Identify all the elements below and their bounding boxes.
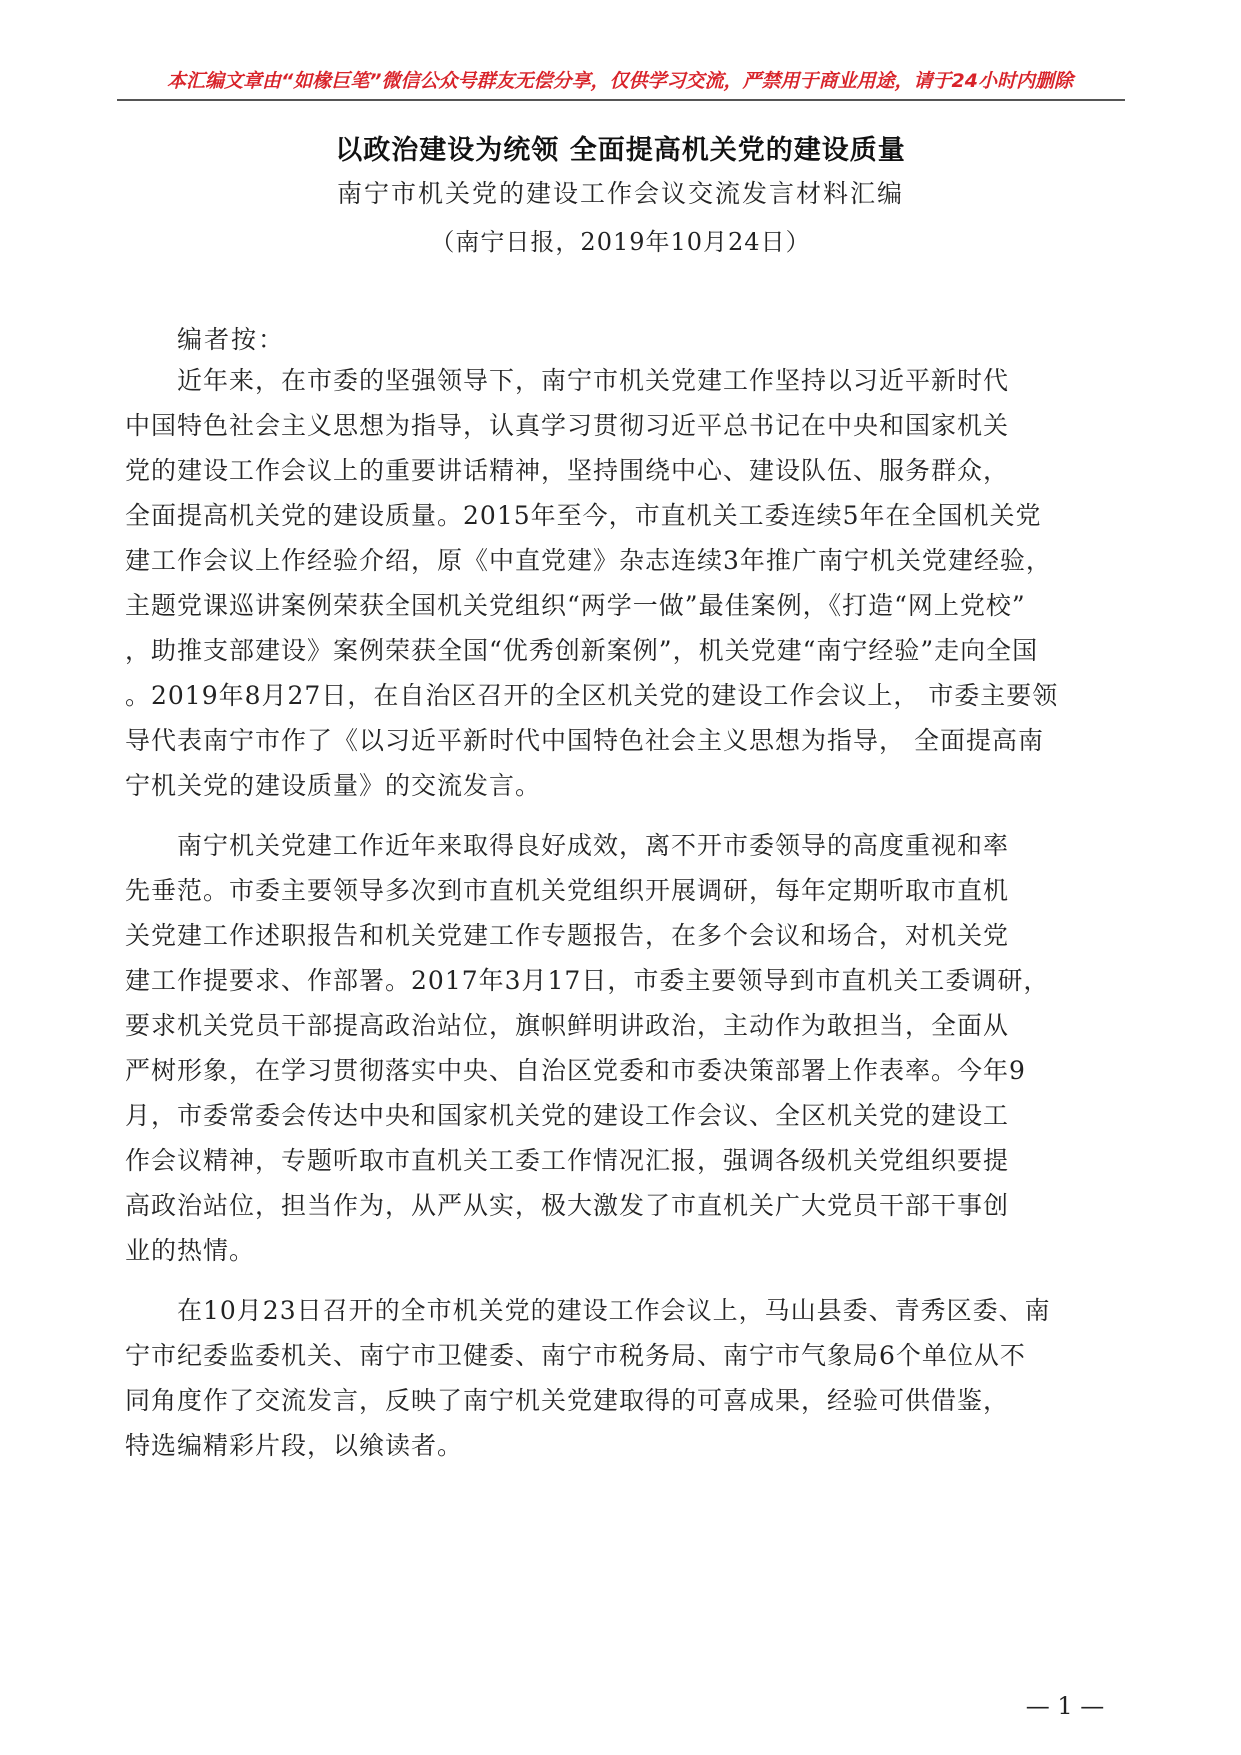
body-line: 要求机关党员干部提高政治站位，旗帜鲜明讲政治，主动作为敢担当，全面从 — [125, 1011, 1010, 1040]
body-line: 宁机关党的建设质量》的交流发言。 — [125, 771, 542, 800]
body-line: 严树形象，在学习贯彻落实中央、自治区党委和市委决策部署上作表率。今年9 — [125, 1056, 1026, 1085]
body-line: 党的建设工作会议上的重要讲话精神，坚持围绕中心、建设队伍、服务群众， — [125, 456, 1010, 485]
body-line: 月，市委常委会传达中央和国家机关党的建设工作会议、全区机关党的建设工 — [125, 1101, 1010, 1130]
editor-note-label: 编者按： — [177, 325, 286, 354]
body-line: 业的热情。 — [125, 1236, 256, 1265]
body-line: 同角度作了交流发言，反映了南宁机关党建取得的可喜成果，经验可供借鉴， — [125, 1386, 1010, 1415]
body-line: 特选编精彩片段，以飨读者。 — [125, 1431, 464, 1460]
copyright-banner: 本汇编文章由“如椽巨笔”微信公众号群友无偿分享，仅供学习交流，严禁用于商业用途，请于24小时内删除 — [167, 70, 1073, 92]
banner-divider — [117, 99, 1125, 101]
body-line: 在10月23日召开的全市机关党的建设工作会议上，马山县委、青秀区委、南 — [177, 1296, 1051, 1325]
body-line: 宁市纪委监委机关、南宁市卫健委、南宁市税务局、南宁市气象局6个单位从不 — [125, 1341, 1026, 1370]
body-line: 导代表南宁市作了《以习近平新时代中国特色社会主义思想为指导， 全面提高南 — [125, 726, 1044, 755]
document-source: （南宁日报，2019年10月24日） — [430, 228, 811, 256]
body-line: 全面提高机关党的建设质量。2015年至今，市直机关工委连续5年在全国机关党 — [125, 501, 1042, 530]
body-line: 先垂范。市委主要领导多次到市直机关党组织开展调研，每年定期听取市直机 — [125, 876, 1010, 905]
body-line: 中国特色社会主义思想为指导，认真学习贯彻习近平总书记在中央和国家机关 — [125, 411, 1010, 440]
body-line: 。2019年8月27日，在自治区召开的全区机关党的建设工作会议上， 市委主要领 — [125, 681, 1059, 710]
body-line: 高政治站位，担当作为，从严从实，极大激发了市直机关广大党员干部干事创 — [125, 1191, 1010, 1220]
body-line: 南宁机关党建工作近年来取得良好成效，离不开市委领导的高度重视和率 — [177, 831, 1010, 860]
document-title: 以政治建设为统领 全面提高机关党的建设质量 — [335, 135, 906, 166]
body-line: 作会议精神，专题听取市直机关工委工作情况汇报，强调各级机关党组织要提 — [125, 1146, 1010, 1175]
page-number: — 1 — — [1025, 1692, 1105, 1720]
body-line: ，助推支部建设》案例荣获全国“优秀创新案例”，机关党建“南宁经验”走向全国 — [125, 636, 1039, 665]
body-line: 近年来，在市委的坚强领导下，南宁市机关党建工作坚持以习近平新时代 — [177, 366, 1010, 395]
body-line: 建工作会议上作经验介绍，原《中直党建》杂志连续3年推广南宁机关党建经验， — [125, 546, 1052, 575]
document-subtitle: 南宁市机关党的建设工作会议交流发言材料汇编 — [336, 179, 904, 208]
body-line: 主题党课巡讲案例荣获全国机关党组织“两学一做”最佳案例，《打造“网上党校” — [125, 591, 1026, 620]
body-line: 关党建工作述职报告和机关党建工作专题报告，在多个会议和场合，对机关党 — [125, 921, 1010, 950]
body-line: 建工作提要求、作部署。2017年3月17日，市委主要领导到市直机关工委调研， — [125, 966, 1050, 995]
